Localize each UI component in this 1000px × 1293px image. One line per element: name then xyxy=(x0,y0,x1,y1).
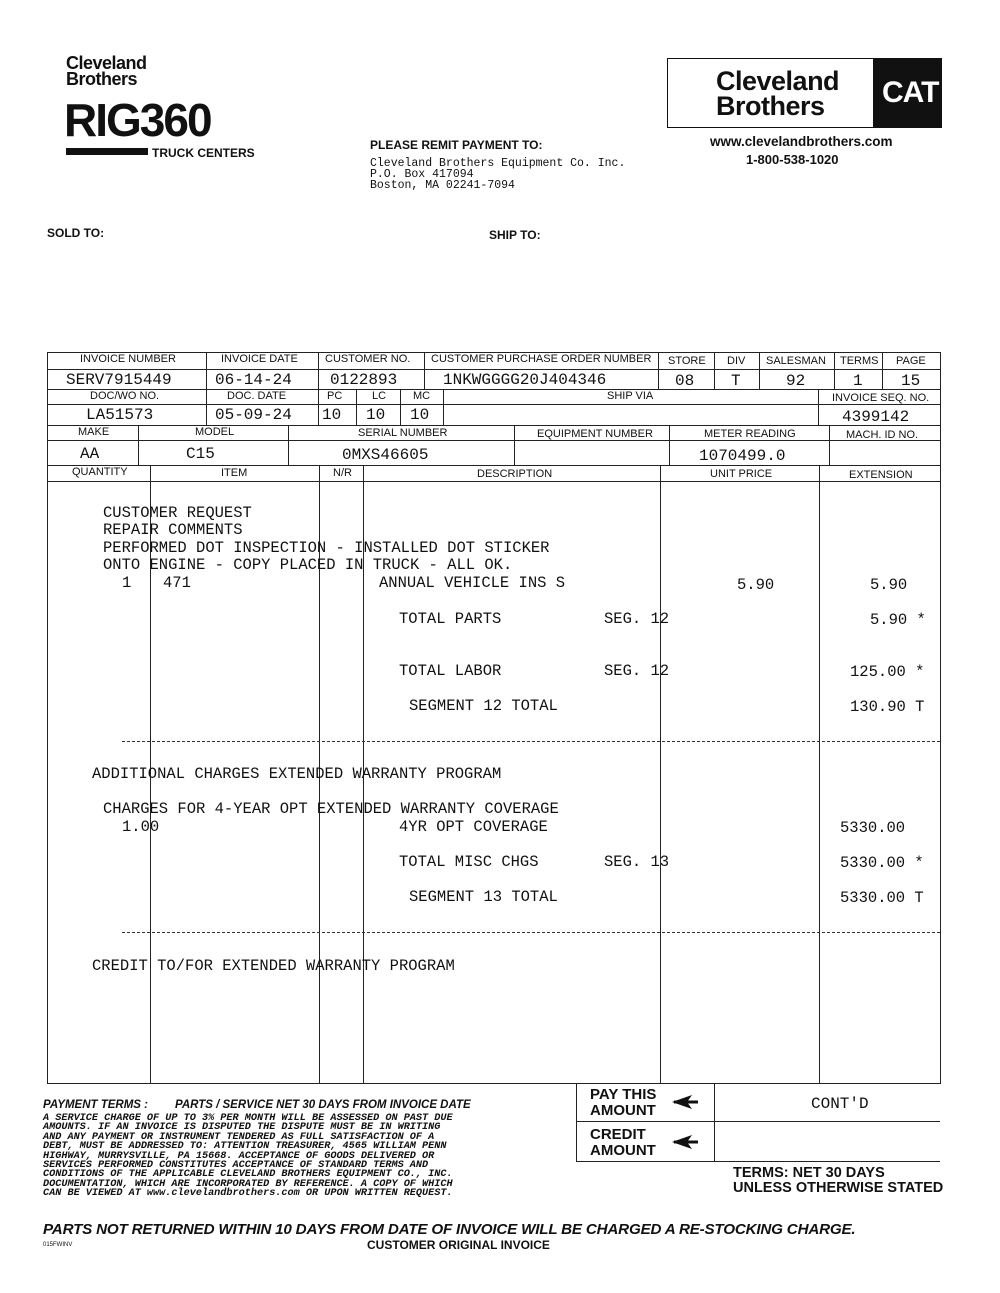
legal-text xyxy=(43,1114,563,1199)
row1-line xyxy=(47,389,940,390)
row4-hdr-line xyxy=(47,481,940,482)
r3-v4 xyxy=(669,425,670,465)
hdr-terms: TERMS xyxy=(840,355,879,367)
r1-v3 xyxy=(424,352,425,389)
cb-cat-logo-box xyxy=(667,58,942,128)
body-line: 5.90 xyxy=(737,576,775,594)
pay-box-mid xyxy=(714,1083,715,1161)
val-terms: 1 xyxy=(853,372,863,390)
pay-this-amount-label-1: PAY THIS xyxy=(590,1086,657,1103)
r2-v3 xyxy=(356,389,357,425)
hdr-meter-reading: METER READING xyxy=(704,428,796,440)
hdr-serial-number: SERIAL NUMBER xyxy=(358,427,448,439)
hdr-salesman: SALESMAN xyxy=(766,355,826,367)
body-line: 5330.00 T xyxy=(840,889,924,907)
body-line: ONTO ENGINE - COPY PLACED IN TRUCK - ALL OK. xyxy=(103,556,513,574)
row3-hdr-line xyxy=(47,440,940,441)
body-line: SEG. 12 xyxy=(604,610,670,628)
legal-line: DEBT, MUST BE ADDRESSED TO: ATTENTION TREASURER, 4565 WILLIAM PENN xyxy=(43,1141,447,1153)
r2-v1 xyxy=(206,389,207,425)
remit-line-1: Cleveland Brothers Equipment Co. Inc. xyxy=(370,157,626,170)
hdr-invoice-number: INVOICE NUMBER xyxy=(80,353,176,365)
body-line: CHARGES FOR 4-YEAR OPT EXTENDED WARRANTY COVERAGE xyxy=(103,800,559,818)
r2-v5 xyxy=(443,389,444,425)
body-line: 5330.00 xyxy=(840,819,906,837)
val-make: AA xyxy=(80,445,100,463)
r1-v8 xyxy=(882,352,883,389)
body-line: 130.90 T xyxy=(850,698,925,716)
body-line: TOTAL LABOR xyxy=(399,662,502,680)
hdr-doc-date: DOC. DATE xyxy=(227,390,287,402)
body-line: SEG. 13 xyxy=(604,853,670,871)
hdr-lc: LC xyxy=(372,390,387,402)
body-line: SEGMENT 13 TOTAL xyxy=(409,888,558,906)
payment-terms-text: PARTS / SERVICE NET 30 DAYS FROM INVOICE DATE xyxy=(175,1099,471,1111)
val-customer-no: 0122893 xyxy=(330,371,398,389)
hdr-nr: N/R xyxy=(333,467,352,479)
body-line: SEG. 12 xyxy=(604,662,670,680)
sold-to-label: SOLD TO: xyxy=(47,226,105,240)
val-model: C15 xyxy=(186,445,215,463)
val-meter-reading: 1070499.0 xyxy=(699,447,786,465)
body-line: 5330.00 * xyxy=(840,854,924,872)
hdr-store: STORE xyxy=(668,355,706,367)
body-line: 1.00 xyxy=(122,818,160,836)
row1-hdr-line xyxy=(47,369,940,370)
rig-brand-bottom: Brothers xyxy=(66,69,138,89)
hdr-po-number: CUSTOMER PURCHASE ORDER NUMBER xyxy=(431,353,652,365)
r3-v3 xyxy=(514,425,515,465)
body-line: CUSTOMER REQUEST xyxy=(103,504,252,522)
val-serial-number: 0MXS46605 xyxy=(342,446,429,464)
cat-logo: CAT xyxy=(882,76,939,109)
val-mc: 10 xyxy=(410,406,430,424)
val-doc-wo-no: LA51573 xyxy=(86,406,154,424)
r2-v2 xyxy=(318,389,319,425)
hdr-mc: MC xyxy=(413,390,431,402)
r3-v5 xyxy=(829,425,830,465)
hdr-model: MODEL xyxy=(195,426,235,438)
restock-warning: PARTS NOT RETURNED WITHIN 10 DAYS FROM DATE OF INVOICE WILL BE CHARGED A RE-STOCKING CHARGE. xyxy=(43,1221,856,1238)
hdr-extension: EXTENSION xyxy=(849,469,913,481)
body-v4 xyxy=(660,465,661,1083)
r1-v6 xyxy=(759,352,760,389)
row2-hdr-line xyxy=(47,404,940,405)
cb-logo-top: Cleveland xyxy=(716,66,840,96)
legal-line: HIGHWAY, MURRYSVILLE, PA 15668. ACCEPTANCE OF GOODS DELIVERED OR xyxy=(43,1150,435,1162)
hdr-doc-wo-no: DOC/WO NO. xyxy=(90,390,160,402)
hdr-invoice-seq-no: INVOICE SEQ. NO. xyxy=(832,392,930,404)
r1-v2 xyxy=(318,352,319,389)
val-po-number: 1NKWGGGG20J404346 xyxy=(443,371,607,389)
body-line: 1 xyxy=(122,574,132,592)
hdr-customer-no: CUSTOMER NO. xyxy=(325,353,411,365)
copy-label: CUSTOMER ORIGINAL INVOICE xyxy=(367,1238,550,1252)
grid-left xyxy=(47,352,48,1084)
rig-bar xyxy=(66,148,148,155)
body-line: PERFORMED DOT INSPECTION - INSTALLED DOT STICKER xyxy=(103,539,550,557)
body-line: TOTAL PARTS xyxy=(399,610,502,628)
hdr-mach-id-no: MACH. ID NO. xyxy=(846,429,919,441)
credit-amount-label-2: AMOUNT xyxy=(590,1142,656,1159)
pay-box-divider xyxy=(576,1121,940,1122)
val-invoice-seq-no: 4399142 xyxy=(842,408,910,426)
phone: 1-800-538-1020 xyxy=(746,152,839,167)
remit-title: PLEASE REMIT PAYMENT TO: xyxy=(370,138,543,152)
rig-brand-top: Cleveland xyxy=(66,53,147,73)
body-line: ADDITIONAL CHARGES EXTENDED WARRANTY PROGRAM xyxy=(92,765,502,783)
ship-to-label: SHIP TO: xyxy=(489,228,541,242)
legal-line: AMOUNTS. IF AN INVOICE IS DISPUTED THE DISPUTE MUST BE IN WRITING xyxy=(43,1122,441,1134)
hdr-description: DESCRIPTION xyxy=(477,468,553,480)
cb-logo-bottom: Brothers xyxy=(716,91,825,121)
arrow-right-icon xyxy=(672,1133,700,1156)
dashed-separator xyxy=(122,741,940,742)
body-line: REPAIR COMMENTS xyxy=(103,521,243,539)
remit-line-3: Boston, MA 02241-7094 xyxy=(370,179,515,192)
body-line: 5.90 * xyxy=(870,611,926,629)
hdr-div: DIV xyxy=(727,355,746,367)
r1-v1 xyxy=(206,352,207,389)
body-line: 5.90 xyxy=(870,576,908,594)
legal-line: CONDITIONS OF THE APPLICABLE CLEVELAND BROTHERS EQUIPMENT CO., INC. xyxy=(43,1169,453,1181)
row3-line xyxy=(47,465,940,466)
r2-v4 xyxy=(400,389,401,425)
val-lc: 10 xyxy=(366,406,386,424)
grid-bottom xyxy=(47,1083,940,1084)
cat-logo-block xyxy=(873,59,941,127)
terms-line-2: UNLESS OTHERWISE STATED xyxy=(733,1180,944,1196)
legal-line: SERVICES PERFORMED CONSTITUTES ACCEPTANCE OF STANDARD TERMS AND xyxy=(43,1160,429,1172)
body-line: 125.00 * xyxy=(850,663,925,681)
remit-line-2: P.O. Box 417094 xyxy=(370,168,474,181)
hdr-quantity: QUANTITY xyxy=(72,466,128,478)
body-v5 xyxy=(819,465,820,1083)
hdr-invoice-date: INVOICE DATE xyxy=(221,353,298,365)
rig-sub: TRUCK CENTERS xyxy=(152,146,255,160)
pay-amount-value: CONT'D xyxy=(811,1095,869,1113)
hdr-ship-via: SHIP VIA xyxy=(607,390,654,402)
legal-line: A SERVICE CHARGE OF UP TO 3% PER MONTH WILL BE ASSESSED ON PAST DUE xyxy=(43,1113,453,1124)
rig360-logo: RIG360 xyxy=(64,94,211,146)
r3-v2 xyxy=(288,425,289,465)
legal-line: DOCUMENTATION, WHICH ARE INCORPORATED BY REFERENCE. A COPY OF WHICH xyxy=(43,1178,453,1190)
form-code: 015FWINV xyxy=(43,1242,73,1248)
website: www.clevelandbrothers.com xyxy=(710,134,893,149)
body-line: 471 xyxy=(163,574,191,592)
hdr-equipment-number: EQUIPMENT NUMBER xyxy=(537,428,653,440)
val-pc: 10 xyxy=(322,406,342,424)
val-doc-date: 05-09-24 xyxy=(215,406,292,424)
hdr-pc: PC xyxy=(327,390,343,402)
body-line: TOTAL MISC CHGS xyxy=(399,853,539,871)
val-div: T xyxy=(731,372,741,390)
legal-line: AND ANY PAYMENT OR INSTRUMENT TENDERED AS FULL SATISFACTION OF A xyxy=(43,1131,435,1143)
row2-line xyxy=(47,425,940,426)
r1-v5 xyxy=(714,352,715,389)
dashed-separator xyxy=(122,932,940,933)
body-line: ANNUAL VEHICLE INS S xyxy=(379,574,566,592)
val-page: 15 xyxy=(901,372,921,390)
pay-box-bottom xyxy=(576,1161,940,1162)
val-salesman: 92 xyxy=(786,372,806,390)
hdr-make: MAKE xyxy=(78,426,110,438)
hdr-unit-price: UNIT PRICE xyxy=(710,468,773,480)
body-line: CREDIT TO/FOR EXTENDED WARRANTY PROGRAM xyxy=(92,957,455,975)
body-line: 4YR OPT COVERAGE xyxy=(399,818,548,836)
arrow-right-icon xyxy=(672,1093,700,1116)
hdr-item: ITEM xyxy=(221,467,248,479)
hdr-page: PAGE xyxy=(896,355,926,367)
val-invoice-date: 06-14-24 xyxy=(215,371,292,389)
r1-v7 xyxy=(834,352,835,389)
r1-v4 xyxy=(658,352,659,389)
credit-amount-label-1: CREDIT xyxy=(590,1126,646,1143)
body-line: SEGMENT 12 TOTAL xyxy=(409,697,558,715)
val-store: 08 xyxy=(675,372,695,390)
grid-right xyxy=(940,352,941,1084)
legal-line: CAN BE VIEWED AT www.clevelandbrothers.com OR UPON WRITTEN REQUEST. xyxy=(43,1188,453,1200)
r3-v1 xyxy=(138,425,139,465)
pay-box-left xyxy=(576,1083,577,1161)
val-invoice-number: SERV7915449 xyxy=(66,371,172,389)
terms-line-1: TERMS: NET 30 DAYS xyxy=(733,1165,885,1181)
pay-this-amount-label-2: AMOUNT xyxy=(590,1102,656,1119)
r2-v6 xyxy=(818,389,819,425)
payment-terms-label: PAYMENT TERMS : xyxy=(43,1099,148,1111)
